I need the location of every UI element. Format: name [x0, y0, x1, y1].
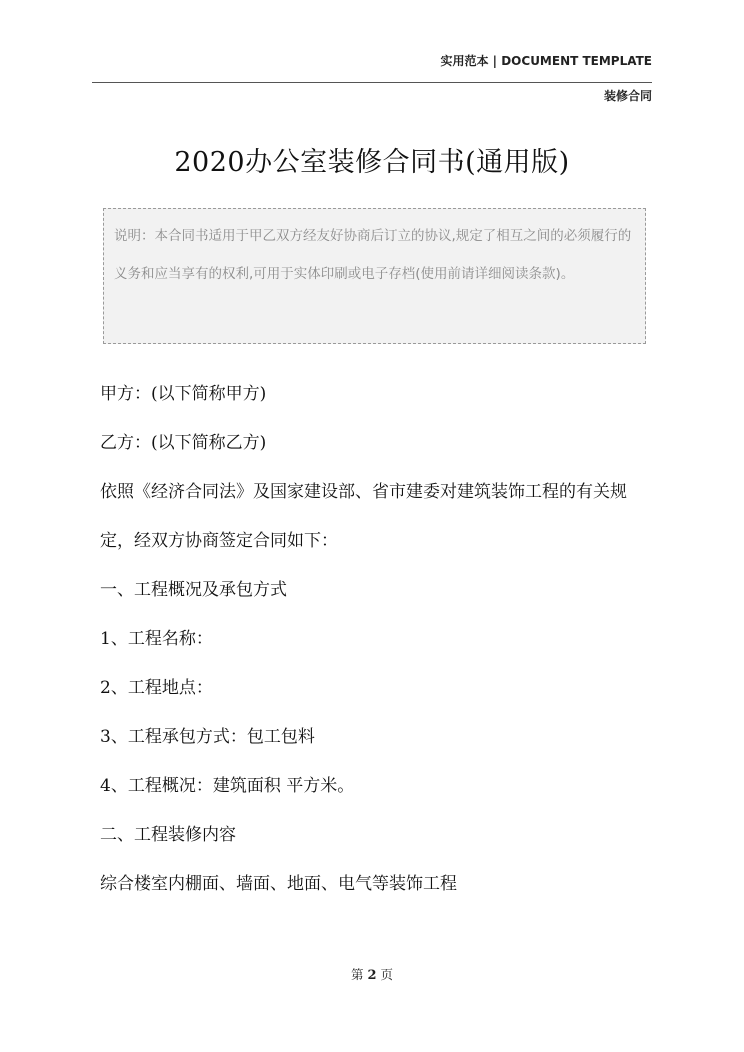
document-title: 2020办公室装修合同书(通用版) — [174, 147, 570, 178]
contract-mode-line: 3、工程承包方式：包工包料 — [100, 727, 315, 747]
page-prefix: 第 — [350, 967, 364, 982]
project-location-line: 2、工程地点： — [100, 678, 213, 698]
decoration-content-line: 综合楼室内棚面、墙面、地面、电气等装饰工程 — [100, 874, 457, 894]
header-divider — [92, 82, 652, 83]
party-b-line: 乙方：(以下简称乙方) — [100, 433, 267, 453]
usage-note-text: 说明：本合同书适用于甲乙双方经友好协商后订立的协议,规定了相互之间的必须履行的义务和应当享有的权利,可用于实体印刷或电子存档(使用前请详细阅读条款)。 — [114, 228, 632, 282]
legal-basis-paragraph: 依照《经济合同法》及国家建设部、省市建委对建筑装饰工程的有关规定，经双方协商签定合同如下： — [100, 482, 627, 551]
page-suffix: 页 — [380, 967, 394, 982]
section-heading-1: 一、工程概况及承包方式 — [100, 580, 287, 600]
section-heading-2: 二、工程装修内容 — [100, 825, 236, 845]
document-template-header: 实用范本 | DOCUMENT TEMPLATE — [440, 54, 652, 68]
usage-note-box — [103, 208, 646, 344]
party-a-line: 甲方：(以下简称甲方) — [100, 384, 267, 404]
page-footer — [0, 965, 744, 983]
project-overview-line: 4、工程概况：建筑面积 平方米。 — [100, 776, 355, 796]
contract-body — [100, 370, 656, 909]
document-category: 装修合同 — [603, 89, 652, 103]
project-name-line: 1、工程名称： — [100, 629, 213, 649]
page-number: 2 — [367, 968, 377, 983]
